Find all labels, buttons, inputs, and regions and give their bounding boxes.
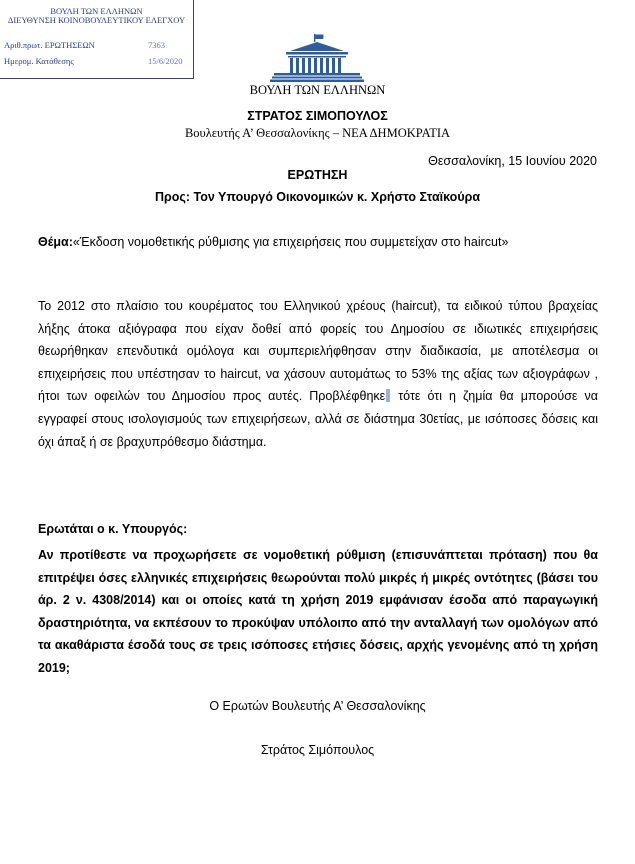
question-heading: Ερωτάται ο κ. Υπουργός:	[38, 522, 188, 536]
protocol-stamp	[0, 0, 194, 79]
stamp-line-1: ΒΟΥΛΗ ΤΩΝ ΕΛΛΗΝΩΝ	[50, 6, 143, 16]
text-cursor	[386, 389, 390, 402]
stamp-line-2: ΔΙΕΥΘΥΝΣΗ ΚΟΙΝΟΒΟΥΛΕΥΤΙΚΟΥ ΕΛΕΓΧΟΥ	[7, 15, 186, 25]
signature-title: Ο Ερωτών Βουλευτής Α’ Θεσσαλονίκης	[209, 699, 426, 713]
mp-subtitle: Βουλευτής Α’ Θεσσαλονίκης – ΝΕΑ ΔΗΜΟΚΡΑΤΙΑ	[184, 126, 451, 140]
body-text-part-2: τότε ότι η ζημία θα μπορούσε να εγγραφεί στους ισολογισμούς των επιχειρήσεων, αλλά σε διάστημα 30ετίας, με ισόποσες δόσεις και όχι άπαξ ή σε βραχυπρόθεσμο διάστημα.	[38, 389, 598, 449]
stamp-protocol-label: Αριθ.πρωτ. ΕΡΩΤΗΣΕΩΝ	[4, 40, 95, 50]
body-paragraph	[38, 295, 598, 453]
subject-label: Θέμα:	[38, 235, 73, 249]
mp-name: ΣΤΡΑΤΟΣ ΣΙΜΟΠΟΥΛΟΣ	[247, 109, 388, 123]
subject-text: «Έκδοση νομοθετικής ρύθμισης για επιχειρήσεις που συμμετείχαν στο haircut»	[72, 235, 509, 249]
parliament-building-icon	[270, 34, 364, 82]
subject-line	[38, 235, 508, 249]
signature-name: Στράτος Σιμόπουλος	[260, 743, 375, 757]
stamp-date-value: 15/6/2020	[148, 56, 183, 66]
body-text-part-1: Το 2012 στο πλαίσιο του κουρέματος του Ελληνικού χρέους (haircut), τα ειδικού τύπου βραχείας λήξης άτοκα αξιόγραφα που είχαν δοθεί από φορείς του Δημοσίου σε ιδιωτικές επιχειρήσεις θεωρήθηκαν επενδυτικά ομόλογα και συμπεριελήφθησαν στην διαδικασία, με αποτέλεσμα οι επιχειρήσεις που υπέστησαν το haircut, να χάσουν αυτομάτως το 53% της αξίας των αξιογράφων , ήτοι των οφειλών του Δημοσίου προς αυτές. Προβλέφθηκε	[38, 299, 598, 404]
recipient-line: Προς: Τον Υπουργό Οικονομικών κ. Χρήστο Σταϊκούρα	[154, 190, 481, 204]
date-line: Θεσσαλονίκη, 15 Ιουνίου 2020	[428, 154, 597, 168]
parliament-title: ΒΟΥΛΗ ΤΩΝ ΕΛΛΗΝΩΝ	[249, 83, 386, 97]
document-type: ΕΡΩΤΗΣΗ	[287, 168, 348, 182]
stamp-protocol-value: 7363	[148, 40, 165, 50]
stamp-date-label: Ημερομ. Κατάθεσης	[4, 56, 74, 66]
question-text: Αν προτίθεστε να προχωρήσετε σε νομοθετική ρύθμιση (επισυνάπτεται πρόταση) που θα επιτρέψει όσες ελληνικές επιχειρήσεις θεωρούνται πολύ μικρές ή μικρές οντότητες (βάσει του άρ. 2 ν. 4308/2014) και οι οποίες κατά τη χρήση 2019 εμφάνισαν έσοδα από παραγωγική δραστηριότητα, να εκπέσουν το προκύψαν υπόλοιπο από την ανταλλαγή των ομολόγων από τα ακαθάριστα έσοδά τους σε τρεις ισόποσες ετήσιες δόσεις, αρχής γενομένης από τη χρήση 2019;	[38, 548, 598, 675]
